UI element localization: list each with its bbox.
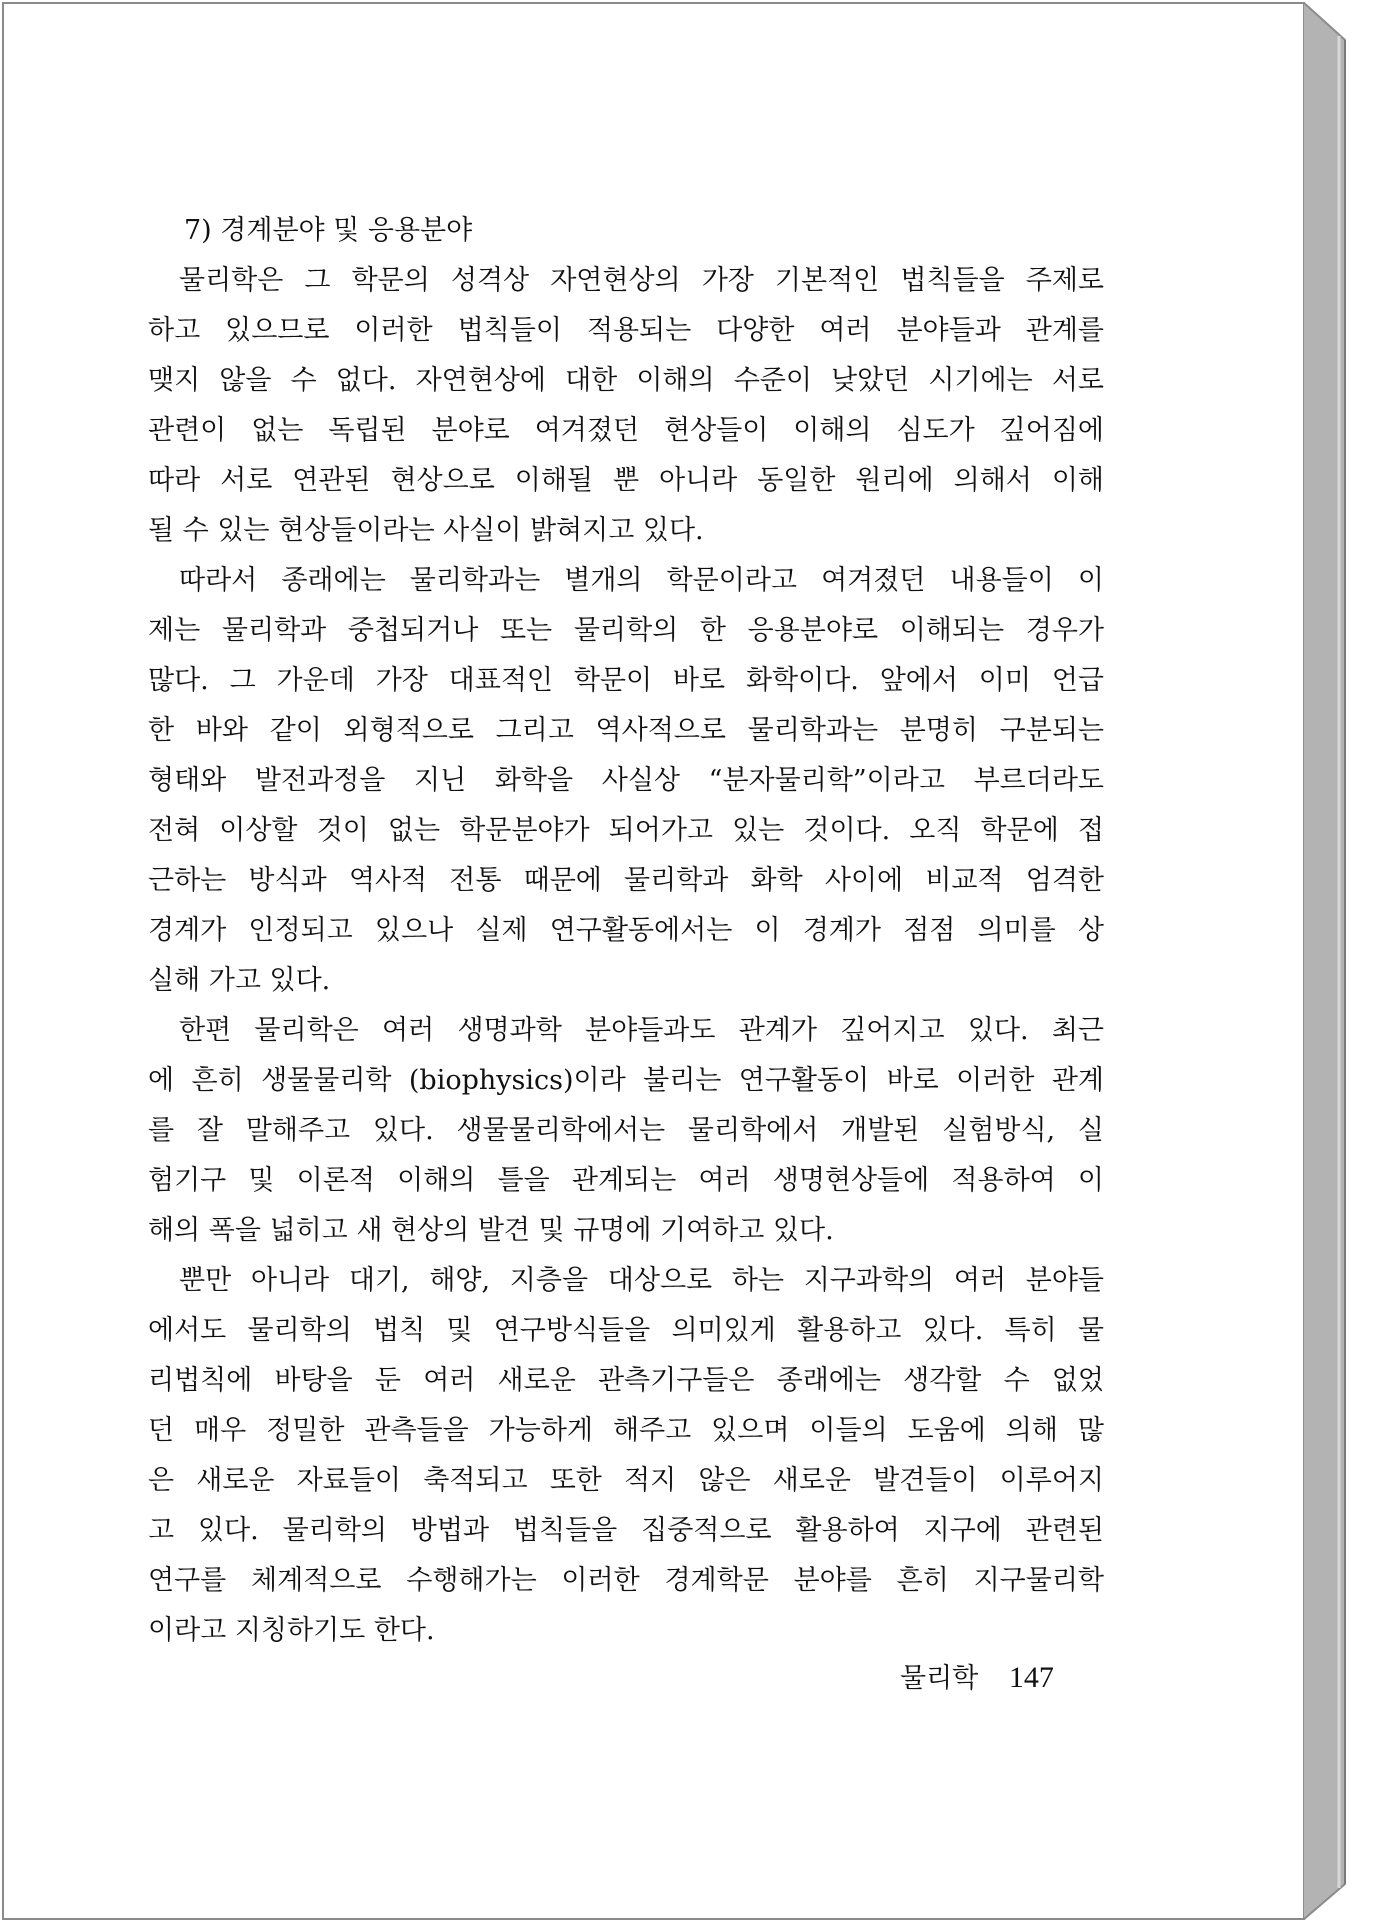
text-line: 를 잘 말해주고 있다. 생물물리학에서는 물리학에서 개발된 실험방식, 실 [148,1115,1104,1146]
text-line: 리법칙에 바탕을 둔 여러 새로운 관측기구들은 종래에는 생각할 수 없었 [148,1365,1104,1396]
text-line: 이라고 지칭하기도 한다. [148,1615,435,1646]
text-line: 물리학은 그 학문의 성격상 자연현상의 가장 기본적인 법칙들을 주제로 [179,265,1104,296]
text-line: 형태와 발전과정을 지닌 화학을 사실상 “분자물리학”이라고 부르더라도 [148,765,1104,796]
text-line: 될 수 있는 현상들이라는 사실이 밝혀지고 있다. [148,515,704,546]
text-line: 맺지 않을 수 없다. 자연현상에 대한 이해의 수준이 낮았던 시기에는 서로 [148,365,1104,396]
text-line: 많다. 그 가운데 가장 대표적인 학문이 바로 화학이다. 앞에서 이미 언급 [148,665,1104,696]
text-line: 해의 폭을 넓히고 새 현상의 발견 및 규명에 기여하고 있다. [148,1215,834,1246]
text-line: 한편 물리학은 여러 생명과학 분야들과도 관계가 깊어지고 있다. 최근 [179,1015,1104,1046]
page-body [148,206,1104,1656]
text-line: 관련이 없는 독립된 분야로 여겨졌던 현상들이 이해의 심도가 깊어짐에 [148,415,1104,446]
section-heading: 7) 경계분야 및 응용분야 [184,215,473,246]
page-edge-shadow [1303,2,1353,1920]
paragraph-2 [148,556,1104,1006]
running-footer-title: 물리학 [900,1663,979,1694]
paragraph-3 [148,1006,1104,1256]
text-line: 은 새로운 자료들이 축적되고 또한 적지 않은 새로운 발견들이 이루어지 [148,1465,1104,1496]
text-line: 한 바와 같이 외형적으로 그리고 역사적으로 물리학과는 분명히 구분되는 [148,715,1104,746]
text-line: 실해 가고 있다. [148,965,331,996]
text-line: 에 흔히 생물물리학 (biophysics)이라 불리는 연구활동이 바로 이러한 관계 [148,1065,1104,1096]
text-line: 경계가 인정되고 있으나 실제 연구활동에서는 이 경계가 점점 의미를 상 [148,915,1104,946]
text-line: 에서도 물리학의 법칙 및 연구방식들을 의미있게 활용하고 있다. 특히 물 [148,1315,1104,1346]
text-line: 험기구 및 이론적 이해의 틀을 관계되는 여러 생명현상들에 적용하여 이 [148,1165,1104,1196]
text-line: 제는 물리학과 중첩되거나 또는 물리학의 한 응용분야로 이해되는 경우가 [148,615,1104,646]
paragraph-1 [148,256,1104,556]
paragraph-4 [148,1256,1104,1656]
text-line: 따라 서로 연관된 현상으로 이해될 뿐 아니라 동일한 원리에 의해서 이해 [148,465,1104,496]
text-line: 하고 있으므로 이러한 법칙들이 적용되는 다양한 여러 분야들과 관계를 [148,315,1104,346]
text-line: 근하는 방식과 역사적 전통 때문에 물리학과 화학 사이에 비교적 엄격한 [148,865,1104,896]
page-number: 147 [1008,1661,1054,1694]
text-line: 따라서 종래에는 물리학과는 별개의 학문이라고 여겨졌던 내용들이 이 [179,565,1104,596]
page-footer [900,1656,1130,1700]
text-line: 연구를 체계적으로 수행해가는 이러한 경계학문 분야를 흔히 지구물리학 [148,1565,1104,1596]
text-line: 고 있다. 물리학의 방법과 법칙들을 집중적으로 활용하여 지구에 관련된 [148,1515,1104,1546]
text-line: 던 매우 정밀한 관측들을 가능하게 해주고 있으며 이들의 도움에 의해 많 [148,1415,1104,1446]
text-line: 전혀 이상할 것이 없는 학문분야가 되어가고 있는 것이다. 오직 학문에 접 [148,815,1104,846]
text-line: 뿐만 아니라 대기, 해양, 지층을 대상으로 하는 지구과학의 여러 분야들 [179,1265,1104,1296]
